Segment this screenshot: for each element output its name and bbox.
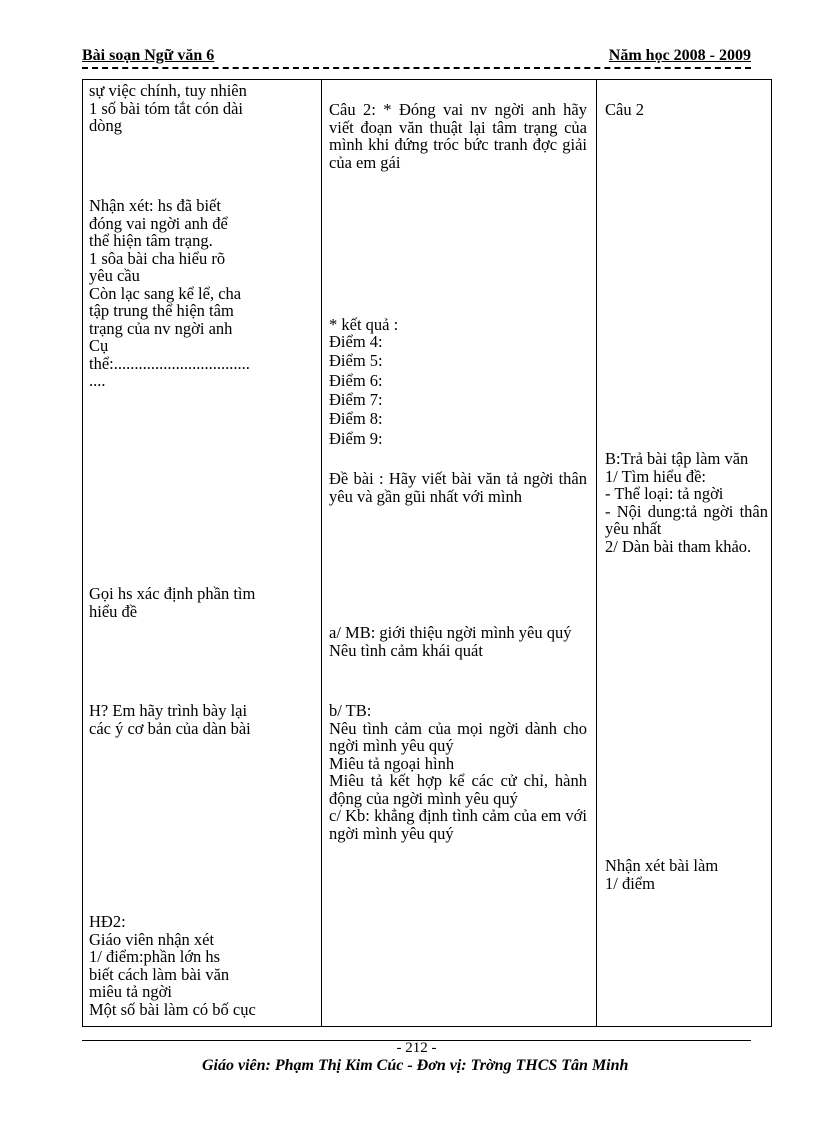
outline-question: H? Em hãy trình bày lại các ý cơ bản của dàn bài xyxy=(89,701,251,738)
intro-outline: a/ MB: giới thiệu ngời mình yêu quý Nêu tình cảm khái quát xyxy=(329,623,572,660)
score-8: Điểm 8: xyxy=(329,409,383,428)
summary-note: sự việc chính, tuy nhiên 1 số bài tóm tắt cón dài dòng xyxy=(89,81,247,135)
school-year: Năm học 2008 - 2009 xyxy=(608,47,751,64)
header-rule xyxy=(82,67,751,69)
score-7: Điểm 7: xyxy=(329,390,383,409)
results-title: * kết quả : xyxy=(329,315,399,334)
teacher-activity-column xyxy=(89,80,317,1026)
review-label: Nhận xét bài làm 1/ điểm xyxy=(605,856,719,893)
identify-prompt: Gọi hs xác định phần tìm hiểu đề xyxy=(89,584,256,621)
score-4: Điểm 4: xyxy=(329,332,383,351)
page-header xyxy=(82,47,751,69)
review-note: Nhận xét: hs đã biết đóng vai ngời anh để thể hiện tâm trạng. 1 sôa bài cha hiểu rõ yêu cầu Còn lạc sang kể lể, cha tập trung thể hiện tâm trạng của nv ngời anh Cụ thể:................................. .... xyxy=(89,196,250,390)
notes-column xyxy=(605,80,768,1026)
question-2-text: Câu 2: * Đóng vai nv ngời anh hãy viết đoạn văn thuật lại tâm trạng của mình khi đứng tróc bức tranh đợc giải của em gái xyxy=(329,100,587,172)
column-divider-2 xyxy=(596,80,597,1026)
page-number: - 212 - xyxy=(396,1040,437,1056)
score-5: Điểm 5: xyxy=(329,351,383,370)
subject-title: Bài soạn Ngữ văn 6 xyxy=(82,47,215,64)
content-column xyxy=(329,80,587,1026)
score-6: Điểm 6: xyxy=(329,371,383,390)
body-outline: b/ TB: Nêu tình cảm của mọi ngời dành cho ngời mình yêu quý Miêu tả ngoại hình Miêu tả kết hợp kể các cử chỉ, hành động của ngời mình yêu quý c/ Kb: khẳng định tình cảm của em với ngời mình yêu quý xyxy=(329,701,587,843)
activity-2-note: HĐ2: Giáo viên nhận xét 1/ điểm:phần lớn hs biết cách làm bài văn miêu tả ngời Một số bài làm có bố cục xyxy=(89,912,256,1019)
teacher-credit: Giáo viên: Phạm Thị Kim Cúc - Đơn vị: Trờng THCS Tân Minh xyxy=(202,1057,629,1074)
question-2-label: Câu 2 xyxy=(605,100,644,119)
score-9: Điểm 9: xyxy=(329,429,383,448)
essay-prompt: Đề bài : Hãy viết bài văn tả ngời thân yêu và gần gũi nhất với mình xyxy=(329,469,587,506)
lesson-table xyxy=(82,79,772,1027)
column-divider-1 xyxy=(321,80,322,1026)
essay-return-section: B:Trả bài tập làm văn 1/ Tìm hiểu đề: - Thể loại: tả ngời - Nội dung:tả ngời thân yêu nhất 2/ Dàn bài tham khảo. xyxy=(605,449,768,556)
